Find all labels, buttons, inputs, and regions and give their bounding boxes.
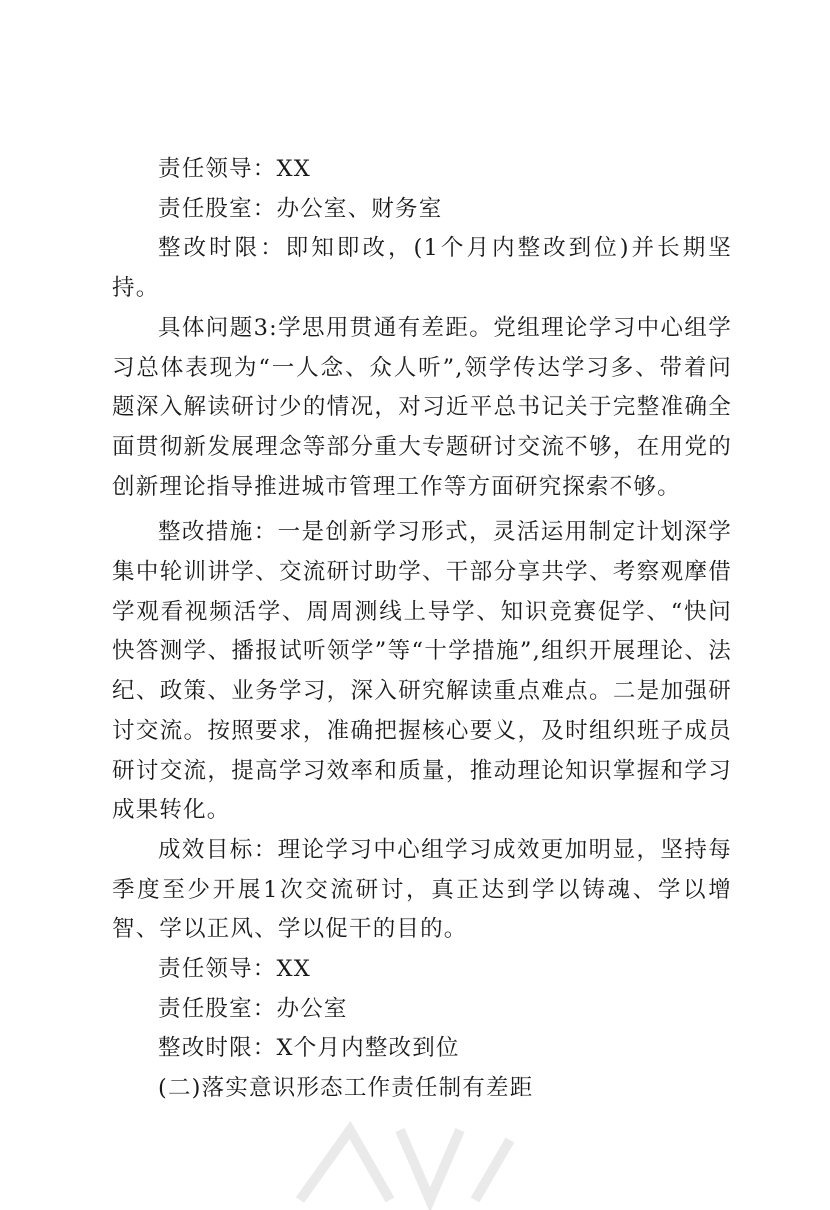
document-body [112,150,732,1109]
responsible-leader-line: 责任领导：XX [158,156,311,182]
responsible-office-line-2: 责任股室：办公室 [158,995,348,1022]
rectification-measures-paragraph: 整改措施：一是创新学习形式，灵活运用制定计划深学集中轮训讲学、交流研讨助学、干部分享共学、考察观摩借学观看视频活学、周周测线上导学、知识竞赛促学、“快问快答测学、播报试听领学”等“十学措施”,组织开展理论、法纪、政策、业务学习，深入研究解读重点难点。二是加强研讨交流。按照要求，准确把握核心要义，及时组织班子成员研讨交流，提高学习效率和质量，推动理论知识掌握和学习成果转化。 [112,519,732,824]
responsible-office-line: 责任股室：办公室、财务室 [158,195,443,222]
target-outcome-paragraph: 成效目标：理论学习中心组学习成效更加明显，坚持每季度至少开展1次交流研讨，真正达到学以铸魂、学以增智、学以正风、学以促干的目的。 [112,836,732,943]
responsible-leader-line-2: 责任领导：XX [158,956,311,983]
deadline-line: 整改时限：即知即改，(1个月内整改到位)并长期坚持。 [112,235,732,302]
specific-problem-3-paragraph: 具体问题3:学思用贯通有差距。党组理论学习中心组学习总体表现为“一人念、众人听”,领学传达学习多、带着问题深入解读研讨少的情况，对习近平总书记关于完整准确全面贯彻新发展理念等部分重大专题研讨交流不够，在用党的创新理论指导推进城市管理工作等方面研究探索不够。 [112,314,732,500]
section-heading-2: (二)落实意识形态工作责任制有差距 [158,1075,534,1102]
deadline-line-2: 整改时限：X个月内整改到位 [158,1035,460,1062]
